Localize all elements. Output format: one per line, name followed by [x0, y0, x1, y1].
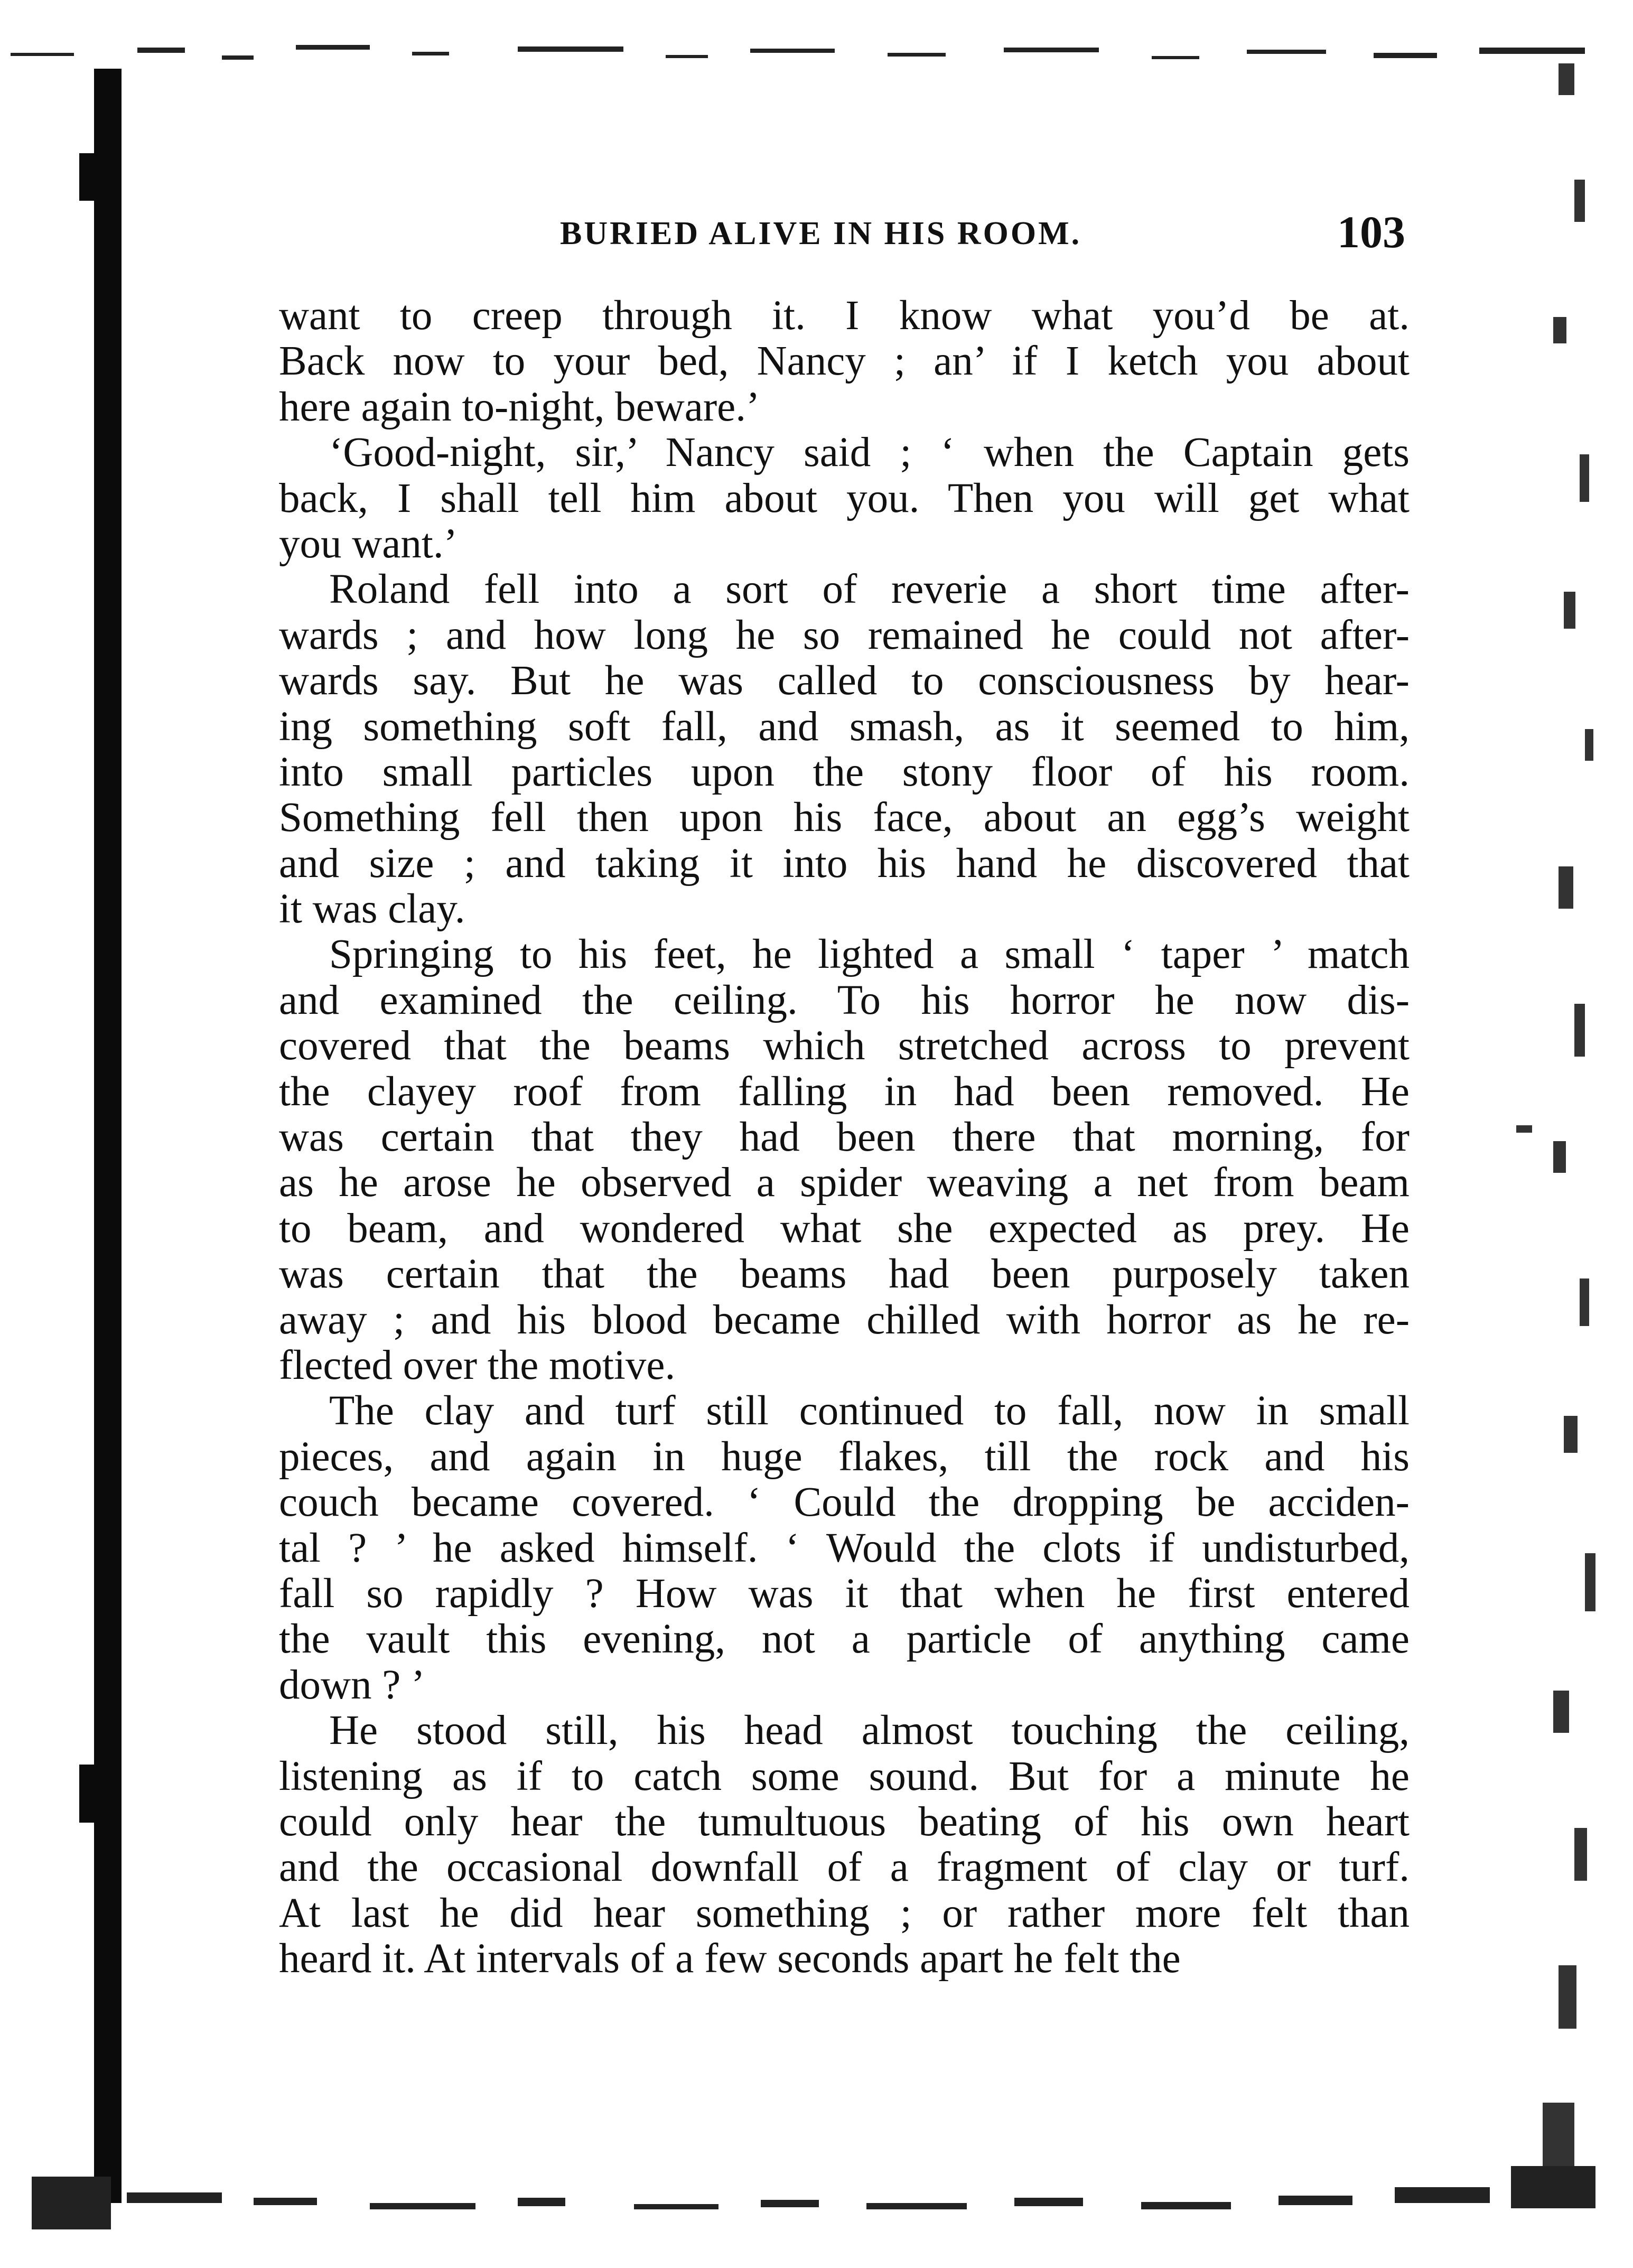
paragraph	[279, 932, 1410, 1388]
text-line: tal ? ’ he asked himself. ‘ Would the clots if undisturbed,	[279, 1525, 1410, 1571]
text-line: back, I shall tell him about you. Then you will get what	[279, 475, 1410, 521]
scan-noise-bottom	[0, 2145, 1633, 2268]
text-line: Back now to your bed, Nancy ; an’ if I ketch you about	[279, 338, 1410, 385]
binding-shadow	[94, 69, 122, 2203]
text-line: listening as if to catch some sound. But for a minute he	[279, 1753, 1410, 1799]
text-line: into small particles upon the stony floor of his room.	[279, 749, 1410, 795]
running-head: BURIED ALIVE IN HIS ROOM.	[560, 216, 1082, 251]
paragraph	[279, 567, 1410, 932]
text-line: Springing to his feet, he lighted a small ‘ taper ’ match	[329, 931, 1410, 978]
text-line: as he arose he observed a spider weaving a net from beam	[279, 1160, 1410, 1206]
text-line: pieces, and again in huge flakes, till the rock and his	[279, 1433, 1410, 1480]
text-line: it was clay.	[279, 886, 465, 932]
text-line: and size ; and taking it into his hand he discovered that	[279, 840, 1410, 886]
paragraph	[279, 430, 1410, 567]
scan-noise-top	[0, 32, 1633, 79]
text-line: couch became covered. ‘ Could the dropping be acciden-	[279, 1479, 1410, 1526]
text-line: At last he did hear something ; or rather more felt than	[279, 1890, 1410, 1936]
text-line: was certain that they had been there that morning, for	[279, 1114, 1410, 1161]
text-line: fall so rapidly ? How was it that when he first entered	[279, 1570, 1410, 1617]
text-line: down ? ’	[279, 1662, 425, 1708]
text-line: and the occasional downfall of a fragment of clay or turf.	[279, 1844, 1410, 1891]
text-line: flected over the motive.	[279, 1342, 676, 1388]
paragraph	[279, 293, 1410, 430]
text-line: Roland fell into a sort of reverie a short time after-	[329, 566, 1410, 613]
text-line: ing something soft fall, and smash, as it seemed to him,	[279, 703, 1410, 750]
binding-notch	[79, 1765, 100, 1823]
text-line: away ; and his blood became chilled with horror as he re-	[279, 1296, 1410, 1343]
page-header	[285, 209, 1405, 267]
text-line: the clayey roof from falling in had been removed. He	[279, 1068, 1410, 1115]
text-line: ‘Good-night, sir,’ Nancy said ; ‘ when the Captain gets	[329, 430, 1410, 476]
text-line: to beam, and wondered what she expected as prey. He	[279, 1205, 1410, 1252]
text-line: wards ; and how long he so remained he could not after-	[279, 612, 1410, 658]
page-number: 103	[1337, 207, 1405, 257]
text-line: Something fell then upon his face, about an egg’s weight	[279, 795, 1410, 841]
text-line: here again to-night, beware.’	[279, 384, 760, 430]
text-line: covered that the beams which stretched across to prevent	[279, 1023, 1410, 1069]
text-line: the vault this evening, not a particle of anything came	[279, 1616, 1410, 1663]
body-text	[279, 293, 1410, 1982]
paragraph	[279, 1708, 1410, 1982]
text-line: The clay and turf still continued to fall, now in small	[329, 1388, 1410, 1434]
text-line: and examined the ceiling. To his horror he now dis-	[279, 977, 1410, 1023]
paragraph	[279, 1388, 1410, 1708]
text-line: you want.’	[279, 520, 458, 567]
text-line: wards say. But he was called to consciousness by hear-	[279, 658, 1410, 704]
text-line: was certain that the beams had been purposely taken	[279, 1251, 1410, 1298]
text-line: could only hear the tumultuous beating of his own heart	[279, 1798, 1410, 1845]
text-line: want to creep through it. I know what you’d be at.	[279, 293, 1410, 339]
scan-noise-right	[1495, 42, 1633, 2268]
text-line: He stood still, his head almost touching the ceiling,	[329, 1707, 1410, 1754]
text-line: heard it. At intervals of a few seconds apart he felt the	[279, 1936, 1181, 1982]
binding-notch	[79, 153, 100, 201]
